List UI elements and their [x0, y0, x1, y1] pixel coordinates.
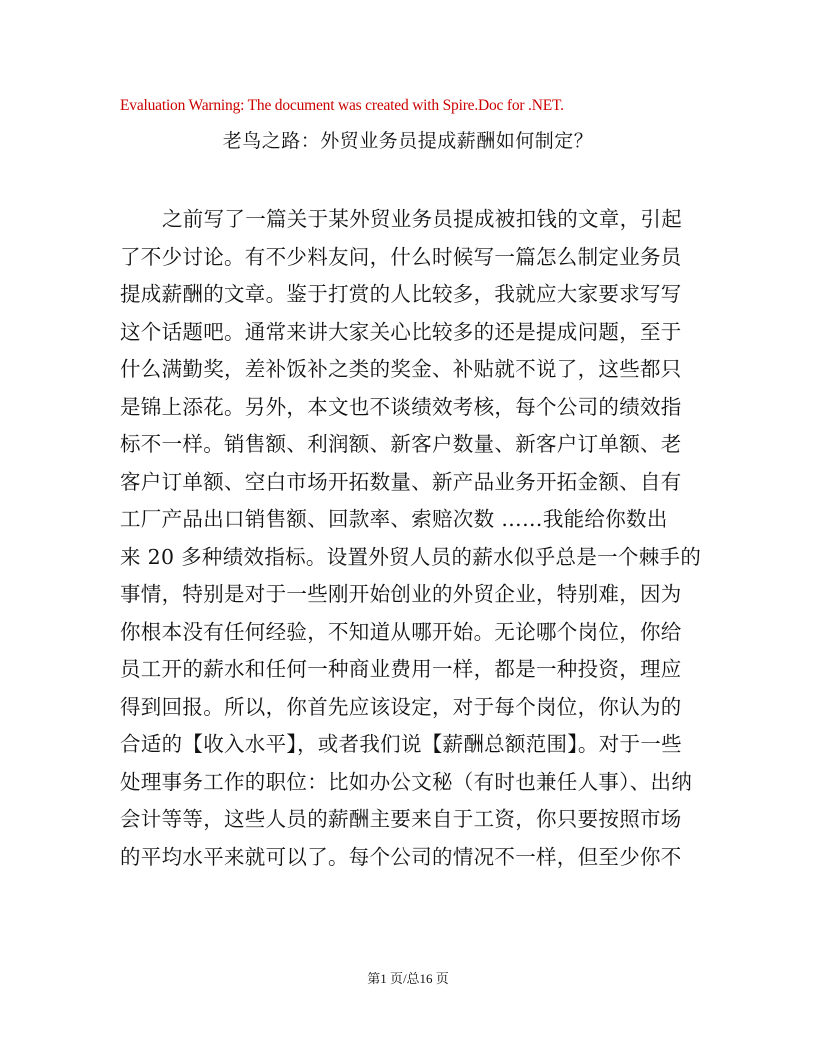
body-paragraph — [120, 201, 705, 876]
body-line: 之前写了一篇关于某外贸业务员提成被扣钱的文章，引起 — [162, 207, 682, 231]
body-line: 标不一样。销售额、利润额、新客户数量、新客户订单额、老 — [120, 432, 682, 456]
body-line: 客户订单额、空白市场开拓数量、新产品业务开拓金额、自有 — [120, 469, 682, 494]
page-footer: 第1 页/总16 页 — [367, 971, 449, 986]
body-line: 处理事务工作的职位：比如办公文秘（有时也兼任人事）、出纳 — [120, 769, 693, 794]
body-line: 什么满勤奖，差补饭补之类的奖金、补贴就不说了，这些都只 — [120, 357, 682, 381]
body-line: 合适的【收入水平】，或者我们说【薪酬总额范围】。对于一些 — [120, 732, 682, 756]
document-title: 老鸟之路：外贸业务员提成薪酬如何制定？ — [222, 130, 594, 152]
body-line: 会计等等，这些人员的薪酬主要来自于工资，你只要按照市场 — [120, 807, 682, 831]
body-line: 事情，特别是对于一些刚开始创业的外贸企业，特别难，因为 — [120, 582, 682, 606]
body-line: 这个话题吧。通常来讲大家关心比较多的还是提成问题，至于 — [120, 319, 682, 344]
evaluation-warning: Evaluation Warning: The document was created with Spire.Doc for .NET. — [120, 97, 564, 114]
body-line: 得到回报。所以，你首先应该设定，对于每个岗位，你认为的 — [120, 694, 682, 719]
body-line: 你根本没有任何经验，不知道从哪开始。无论哪个岗位，你给 — [120, 619, 682, 644]
body-line: 工厂产品出口销售额、回款率、索赔次数 ……我能给你数出 — [120, 507, 668, 531]
body-line: 的平均水平来就可以了。每个公司的情况不一样，但至少你不 — [120, 844, 682, 869]
body-line: 来 20 多种绩效指标。设置外贸人员的薪水似乎总是一个棘手的 — [120, 544, 702, 569]
body-line: 是锦上添花。另外，本文也不谈绩效考核，每个公司的绩效指 — [120, 394, 682, 419]
body-line: 员工开的薪水和任何一种商业费用一样，都是一种投资，理应 — [120, 657, 682, 681]
body-line: 了不少讨论。有不少料友问，什么时候写一篇怎么制定业务员 — [120, 244, 682, 269]
body-line: 提成薪酬的文章。鉴于打赏的人比较多，我就应大家要求写写 — [120, 282, 682, 306]
